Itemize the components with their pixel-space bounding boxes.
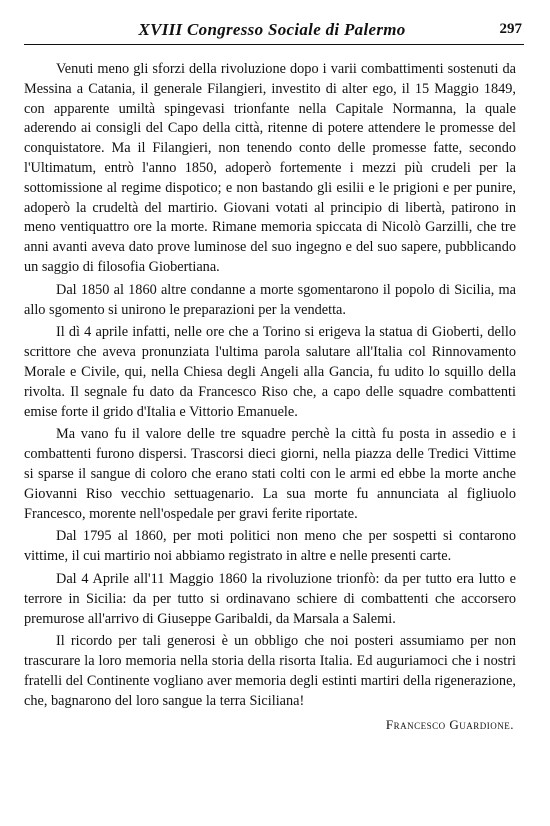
header-rule [24,44,524,45]
paragraph: Venuti meno gli sforzi della rivoluzione dopo i varii combattimenti sostenuti da Messina a Catania, il generale Filangieri, investito di alter ego, il 15 Maggio 1849, con apparente umiltà spingevasi trionfante nella Capitale Normanna, la quale aderendo ai consigli del Capo della città, ritenne di potere attendere le promesse del conquistatore. Ma il Filangieri, non tenendo conto delle promesse fatte, secondo l'Ultimatum, entrò l'anno 1850, adoperò fortemente i mezzi più crudeli per la sottomissione al regime dispotico; e non bastando gli esilii e le prigioni e per punire, adoperò la crudeltà del martirio. Giovani votati al principio di libertà, patirono in meno ventiquattro ore la morte. Rimane memoria spiccata di Nicolò Garzilli, che tre anni avanti aveva dato prove luminose del suo ingegno e del suo sapere, pubblicando un saggio di filosofia Giobertiana. [24,61,516,275]
author-signature: Francesco Guardione. [385,716,514,732]
page-number: 297 [499,21,522,37]
paragraph: Il dì 4 aprile infatti, nelle ore che a Torino si erigeva la statua di Gioberti, dello scrittore che aveva pronunziata l'ultima parola salutare all'Italia col Rinnovamento Morale e Civile, qui, nella Chiesa degli Angeli alla Gancia, fu udito lo squillo della rivolta. Il segnale fu dato da Francesco Riso che, a capo delle squadre combattenti emise forte il grido d'Italia e Vittorio Emanuele. [24,324,516,420]
body-text [24,60,516,734]
paragraph: Dal 1795 al 1860, per moti politici non meno che per sospetti si contarono vittime, il cui martirio noi abbiamo registrato in altre e nelle presenti carte. [24,528,516,565]
header-title: XVIII Congresso Sociale di Palermo [138,20,406,39]
paragraph: Il ricordo per tali generosi è un obbligo che noi posteri assumiamo per non trascurare la loro memoria nella storia della risorta Italia. Ed auguriamoci che i nostri fratelli del Continente vogliano aver memoria degli estinti martiri della rigenerazione, che, bagnarono del loro sangue la terra Siciliana! [24,633,516,709]
paragraph: Ma vano fu il valore delle tre squadre perchè la città fu posta in assedio e i combattenti furono dispersi. Trascorsi dieci giorni, nella piazza delle Tredici Vittime si sparse il sangue di coloro che erano stati colti con le armi ed ebbe la morte anche Giovanni Riso vecchio settuagenario. La sua morte fu annunciata al figliuolo Francesco, morente nell'ospedale per gravi ferite riportate. [24,426,516,522]
paragraph: Dal 4 Aprile all'11 Maggio 1860 la rivoluzione trionfò: da per tutto era lutto e terrore in Sicilia: da per tutto si ordinavano schiere di combattenti che accorsero premurose all'arrivo di Giuseppe Garibaldi, da Marsala a Salemi. [24,570,516,627]
paragraph: Dal 1850 al 1860 altre condanne a morte sgomentarono il popolo di Sicilia, ma allo sgomento si unirono le preparazioni per la vendetta. [24,281,516,318]
running-header [22,20,522,44]
